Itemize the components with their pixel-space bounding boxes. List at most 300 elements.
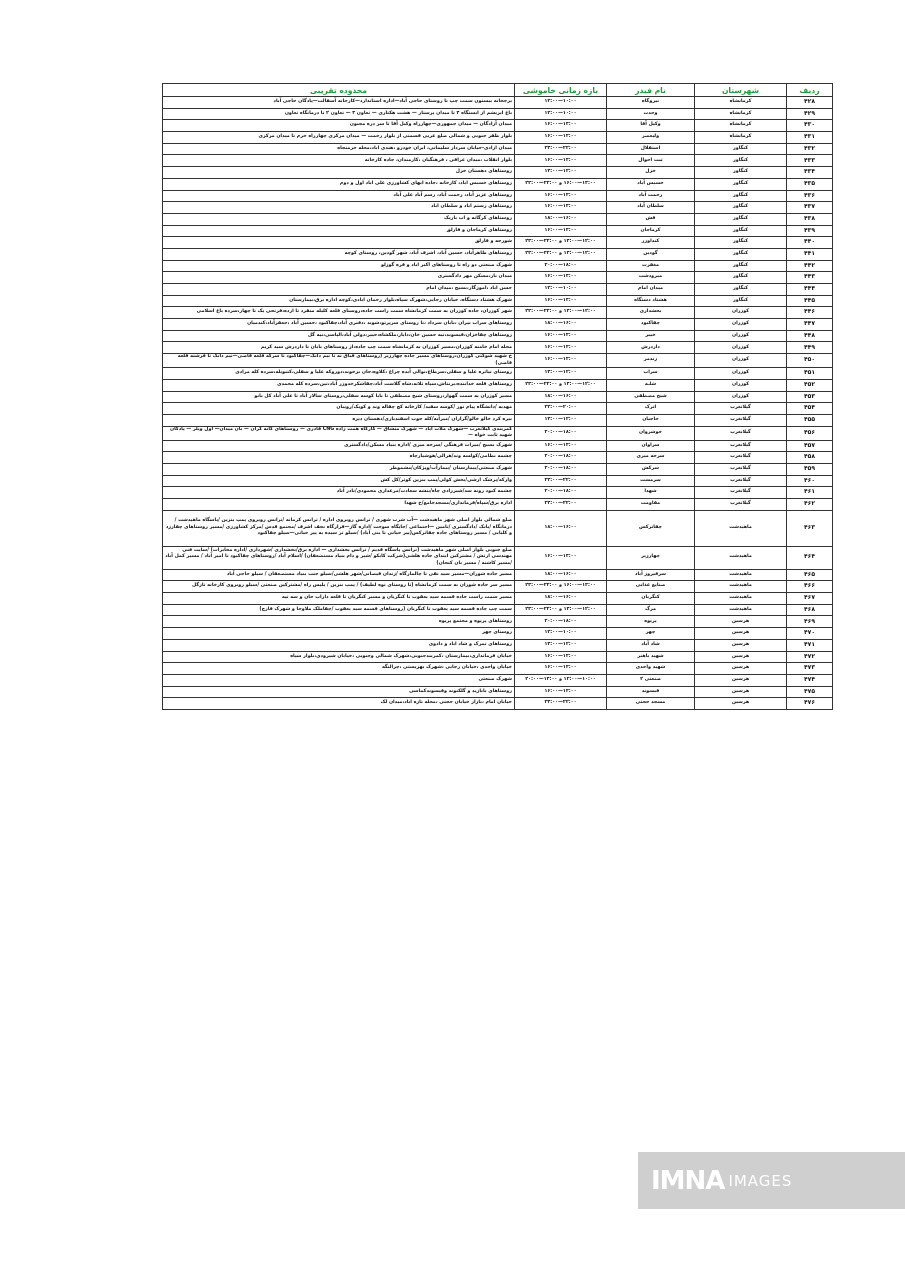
row-number-cell: ۴۵۵ bbox=[787, 414, 833, 426]
county-cell: هرسین bbox=[695, 663, 787, 675]
row-number-cell: ۴۶۳ bbox=[787, 510, 833, 546]
row-number-cell: ۴۶۰ bbox=[787, 475, 833, 487]
row-number-cell: ۴۵۹ bbox=[787, 463, 833, 475]
table-row bbox=[163, 569, 833, 581]
time-range-cell: ۱۶:۰۰—۱۸:۰۰ bbox=[515, 391, 607, 403]
row-number-cell: ۴۳۲ bbox=[787, 143, 833, 155]
county-cell: کنگاور bbox=[695, 295, 787, 307]
county-cell: گیلانغرب bbox=[695, 426, 787, 440]
feeder-cell: چقاکبود bbox=[607, 319, 695, 331]
row-number-cell: ۴۳۸ bbox=[787, 213, 833, 225]
area-cell: روستاهای طاهرآباد، حسین آباد، اشرف آباد، شهر گودین، روستای کوچه bbox=[163, 248, 515, 260]
feeder-cell: کنگربان bbox=[607, 593, 695, 605]
table-row bbox=[163, 307, 833, 319]
county-cell: گیلانغرب bbox=[695, 487, 787, 499]
area-cell: میدان آزادگان — میدان جمهوری—چهارراه وکیل آقا تا سر دره مجنون bbox=[163, 120, 515, 132]
feeder-cell: گودین bbox=[607, 248, 695, 260]
area-cell: برجخانه بیستون سمت چپ تا روستای حاجی آباد—اداره استاندارد—کارخانه آسفالت—پادگان حاجی آباد bbox=[163, 97, 515, 109]
area-cell: مهدیه /دانشگاه پیام نور /کوسه سفید/ کارخانه کچ چقاله وند و کویک/رویبان bbox=[163, 403, 515, 415]
time-range-cell: ۲۲:۰۰—۲۴:۰۰ bbox=[515, 499, 607, 511]
time-range-cell: ۱۴:۰۰—۱۶:۰۰ bbox=[515, 686, 607, 698]
county-cell: کنگاور bbox=[695, 167, 787, 179]
row-number-cell: ۴۴۳ bbox=[787, 272, 833, 284]
row-number-cell: ۴۵۱ bbox=[787, 368, 833, 380]
area-cell: بلوار ظفر جنوبی و شمالی ضلع غربی قسمتی از بلوار رحمت — میدان مرکزی چهارراه خرم تا میدان مرکزی bbox=[163, 132, 515, 144]
time-range-cell: ۱۴:۰۰—۱۶:۰۰ bbox=[515, 651, 607, 663]
county-cell: هرسین bbox=[695, 674, 787, 686]
county-cell: هرسین bbox=[695, 639, 787, 651]
area-cell: ضلع جنوبی بلوار اصلی شهر ماهیدشت (ترانس پاسگاه قدیم / ترانس بخشداری — اداره برق/بخشداری /شهرداری /اداره مخابرات) /سایت فنی مهندسی ارتش / مشترکین ابتدای جاده هلشی(شرکت کابکو /شیر و دام بنیاد مستضعفان) /اسلام آباد /روستاهای چقاکبود تا امیر آباد / مسیر کمل آباد /مسیر کاشنه / مسیر بان کنجان) bbox=[163, 546, 515, 569]
feeder-cell: خزل bbox=[607, 167, 695, 179]
table-row bbox=[163, 663, 833, 675]
time-range-cell: ۱۴:۰۰—۱۶:۰۰ bbox=[515, 295, 607, 307]
area-cell: روستاهای سراب نیران ،بابان سرداد ،تا روستای سرپرتو،شوند ،دفتری آباد،چقاکبود ،حسین آباد ،جعفرآباد،کندمیان bbox=[163, 319, 515, 331]
area-cell: باغ ابریشم از ایستگاه ۴ تا میدان پرستار — هشت هکتاری — تعاون ۳ — تعاون ۲ تا درمانگاه تعاون bbox=[163, 108, 515, 120]
area-cell: میدان ازادی-خیابان سردار سلیمانی، ایران خودرو ،هندی اباد،محله خرمنجاه bbox=[163, 143, 515, 155]
area-cell: شهر کوزران، جاده کوزران به سمت کرمانشاه سمت راست جاده،روستای قلعه کلیله منفرد تا ارده،فرنخی یک تا چهار،سرده باغ اسلامی bbox=[163, 307, 515, 319]
row-number-cell: ۴۴۲ bbox=[787, 260, 833, 272]
feeder-cell: میرودشت bbox=[607, 272, 695, 284]
time-range-cell: ۱۲:۰۰—۱۴:۰۰ bbox=[515, 414, 607, 426]
feeder-cell: سلطان آباد bbox=[607, 202, 695, 214]
area-cell: وارکه/پرشک ارشی/بخش کولی/پمپ بنزین کوثر/کل کش bbox=[163, 475, 515, 487]
county-cell: گیلانغرب bbox=[695, 440, 787, 452]
table-row bbox=[163, 426, 833, 440]
time-range-cell: ۱۰:۰۰—۱۲:۰۰ bbox=[515, 97, 607, 109]
county-cell: گیلانغرب bbox=[695, 499, 787, 511]
feeder-cell: شهدا bbox=[607, 487, 695, 499]
table-row bbox=[163, 178, 833, 190]
table-row bbox=[163, 499, 833, 511]
table-row bbox=[163, 440, 833, 452]
area-cell: روستاهای بابازید و گلکنوند وقیسوندکماسی bbox=[163, 686, 515, 698]
time-range-cell: ۱۸:۰۰—۲۰:۰۰ bbox=[515, 463, 607, 475]
table-row bbox=[163, 225, 833, 237]
area-cell: سمت چپ جاده قسمه سید یعقوب تا کنگربان (روستاهای قسمه سید یعقوب /چقاملک ملاوجا و شهرک قارچ) bbox=[163, 604, 515, 616]
table-row bbox=[163, 616, 833, 628]
row-number-cell: ۴۶۵ bbox=[787, 569, 833, 581]
time-range-cell: ۱۲:۰۰—۱۴:۰۰ bbox=[515, 167, 607, 179]
table-row bbox=[163, 143, 833, 155]
county-cell: کنگاور bbox=[695, 284, 787, 296]
area-cell: شهرک صنعتی bbox=[163, 674, 515, 686]
table-row bbox=[163, 463, 833, 475]
table-row bbox=[163, 272, 833, 284]
row-number-cell: ۴۳۳ bbox=[787, 155, 833, 167]
time-range-cell: ۱۴:۰۰—۱۶:۰۰ bbox=[515, 272, 607, 284]
area-cell: مسیر سر جاده شوران به سمت کرمانشاه (تا روستای نوه لطیف) / پمپ بنزین / پلیس راه /مشترکین صنعتی /سیلو روبروی کارخانه تازگل bbox=[163, 581, 515, 593]
time-range-cell: ۱۴:۰۰—۱۶:۰۰ bbox=[515, 354, 607, 368]
county-cell: کنگاور bbox=[695, 260, 787, 272]
time-range-cell: ۲۲:۰۰—۲۴:۰۰ bbox=[515, 475, 607, 487]
time-range-cell: ۱۴:۰۰—۱۶:۰۰ bbox=[515, 190, 607, 202]
feeder-cell: سرخه میری bbox=[607, 452, 695, 464]
area-cell: اداره برق/سپاه/فرمانداری/مسجدجامع/خ شهدا bbox=[163, 499, 515, 511]
table-row bbox=[163, 213, 833, 225]
feeder-cell: سرمست bbox=[607, 475, 695, 487]
county-cell: ماهیدشت bbox=[695, 604, 787, 616]
county-cell: هرسین bbox=[695, 628, 787, 640]
county-cell: کنگاور bbox=[695, 202, 787, 214]
county-cell: ماهیدشت bbox=[695, 510, 787, 546]
feeder-cell: صنایع غذایی bbox=[607, 581, 695, 593]
county-cell: کنگاور bbox=[695, 155, 787, 167]
table-row bbox=[163, 391, 833, 403]
area-cell: شهرک صنعتی/بیمارستان /بیمارآب/ویژکان/مشموطر bbox=[163, 463, 515, 475]
time-range-cell: ۱۶:۰۰—۱۸:۰۰ bbox=[515, 213, 607, 225]
feeder-cell: مقاومت bbox=[607, 499, 695, 511]
row-number-cell: ۴۷۶ bbox=[787, 698, 833, 710]
area-cell: روستاهای قلعه خدابنده،یرنتاش،سپاه ثلاثه،شاه گلاست آباد،چقاشکرخدوزر آباد،تین،سرده کله محمدی bbox=[163, 379, 515, 391]
table-body bbox=[163, 97, 833, 710]
feeder-cell: چهارزبر bbox=[607, 546, 695, 569]
time-range-cell: ۱۴:۰۰—۱۶:۰۰ و ۲۲:۰۰—۲۴:۰۰ bbox=[515, 581, 607, 593]
county-cell: کوزران bbox=[695, 391, 787, 403]
county-cell: کرمانشاه bbox=[695, 120, 787, 132]
table-row bbox=[163, 487, 833, 499]
county-cell: کرمانشاه bbox=[695, 97, 787, 109]
feeder-cell: وکیل آقا bbox=[607, 120, 695, 132]
row-number-cell: ۴۶۶ bbox=[787, 581, 833, 593]
table-row bbox=[163, 593, 833, 605]
area-cell: مسیر کوزران به سمت گهوار،روستای شیخ مصطفی تا بابا کوسه سفلی،روستای سالار آباد تا علی آباد کل بابو bbox=[163, 391, 515, 403]
feeder-cell: خیبر bbox=[607, 330, 695, 342]
row-number-cell: ۴۴۰ bbox=[787, 237, 833, 249]
time-range-cell: ۱۰:۰۰—۱۲:۰۰ bbox=[515, 108, 607, 120]
feeder-cell: شهید باهنر bbox=[607, 651, 695, 663]
area-cell: روستای چهر bbox=[163, 628, 515, 640]
time-range-cell: ۱۲:۰۰—۱۴:۰۰ و ۲۲:۰۰—۲۴:۰۰ bbox=[515, 604, 607, 616]
time-range-cell: ۱۰:۰۰—۱۲:۰۰ bbox=[515, 284, 607, 296]
row-number-cell: ۴۵۰ bbox=[787, 354, 833, 368]
county-cell: گیلانغرب bbox=[695, 463, 787, 475]
row-number-cell: ۴۴۱ bbox=[787, 248, 833, 260]
feeder-cell: هشتاد دستگاه bbox=[607, 295, 695, 307]
row-number-cell: ۴۶۸ bbox=[787, 604, 833, 616]
table-row bbox=[163, 190, 833, 202]
feeder-cell: سرفیروز آباد bbox=[607, 569, 695, 581]
row-number-cell: ۴۴۵ bbox=[787, 295, 833, 307]
row-number-cell: ۴۷۲ bbox=[787, 651, 833, 663]
area-cell: روستاهای تمرک و شاد اباد و دادوی bbox=[163, 639, 515, 651]
row-number-cell: ۴۷۴ bbox=[787, 674, 833, 686]
table-row bbox=[163, 237, 833, 249]
imna-images-watermark bbox=[638, 1152, 905, 1209]
time-range-cell: ۱۸:۰۰—۲۰:۰۰ bbox=[515, 616, 607, 628]
area-cell: روستاهای رستم اباد و سلطان اباد bbox=[163, 202, 515, 214]
table-row bbox=[163, 354, 833, 368]
row-number-cell: ۴۷۳ bbox=[787, 663, 833, 675]
county-cell: کرمانشاه bbox=[695, 132, 787, 144]
area-cell: میدان بار،مسکن مهر دادگستری bbox=[163, 272, 515, 284]
row-number-cell: ۴۳۹ bbox=[787, 225, 833, 237]
row-number-cell: ۴۴۸ bbox=[787, 330, 833, 342]
table-row bbox=[163, 628, 833, 640]
area-cell: شهرک صنعتی دو راه تا روستاهای اکبر اباد و قره گوزلو bbox=[163, 260, 515, 272]
time-range-cell: ۱۲:۰۰—۱۴:۰۰ bbox=[515, 639, 607, 651]
area-cell: روستاهای عزیز آباد، رحمت آباد، رسم آباد علی آباد bbox=[163, 190, 515, 202]
county-cell: کنگاور bbox=[695, 213, 787, 225]
row-number-cell: ۴۵۶ bbox=[787, 426, 833, 440]
table-row bbox=[163, 368, 833, 380]
feeder-cell: نیروگاه bbox=[607, 97, 695, 109]
county-cell: هرسین bbox=[695, 686, 787, 698]
feeder-cell: ثبت احوال bbox=[607, 155, 695, 167]
row-number-cell: ۴۲۹ bbox=[787, 108, 833, 120]
county-cell: هرسین bbox=[695, 616, 787, 628]
table-row bbox=[163, 284, 833, 296]
time-range-cell: ۱۴:۰۰—۱۶:۰۰ bbox=[515, 225, 607, 237]
feeder-cell: مرگ bbox=[607, 604, 695, 616]
feeder-cell: وحدت bbox=[607, 108, 695, 120]
row-number-cell: ۴۵۴ bbox=[787, 403, 833, 415]
table-row bbox=[163, 604, 833, 616]
feeder-cell: شاد آباد bbox=[607, 639, 695, 651]
time-range-cell: ۱۴:۰۰—۱۶:۰۰ bbox=[515, 202, 607, 214]
header-area: محدوده تقریبی bbox=[163, 84, 515, 97]
area-cell: مسیر جاده شوران—مسیر سید نقی تا چالمارگاه /زندان قیصانی/شهر هلشی/سیلو جنب بنیاد مستضعفان / سیلو حاجی آباد bbox=[163, 569, 515, 581]
header-time-range: بازه زمانی خاموشی bbox=[515, 84, 607, 97]
table-row bbox=[163, 202, 833, 214]
row-number-cell: ۴۶۹ bbox=[787, 616, 833, 628]
time-range-cell: ۱۰:۰۰—۱۲:۰۰ bbox=[515, 628, 607, 640]
time-range-cell: ۱۲:۰۰—۱۴:۰۰ و ۲۲:۰۰—۲۴:۰۰ bbox=[515, 379, 607, 391]
time-range-cell: ۲۲:۰۰—۲۴:۰۰ bbox=[515, 143, 607, 155]
time-range-cell: ۱۸:۰۰—۲۰:۰۰ bbox=[515, 452, 607, 464]
county-cell: ماهیدشت bbox=[695, 593, 787, 605]
county-cell: گیلانغرب bbox=[695, 475, 787, 487]
area-cell: روستاهای خسبس اباد، کارخانه ،جاده ابهای کشاورزی علی اباد اول و دوم bbox=[163, 178, 515, 190]
time-range-cell: ۱۲:۰۰—۱۴:۰۰ و ۲۲:۰۰—۲۴:۰۰ bbox=[515, 307, 607, 319]
time-range-cell: ۲۰:۰۰—۲۲:۰۰ bbox=[515, 403, 607, 415]
time-range-cell: ۱۰:۰۰—۱۲:۰۰ و ۱۴:۰۰—۲۰:۰۰ bbox=[515, 674, 607, 686]
area-cell: روستای تیاتره علیا و سفلی،سرطاغ،نوالی آبده چراغ ،کلاوه،جان بزخوند،دوروکه علیا و سفلی،کتنویله،سرده کله مرادی bbox=[163, 368, 515, 380]
county-cell: کنگاور bbox=[695, 272, 787, 284]
table-row bbox=[163, 651, 833, 663]
time-range-cell: ۱۴:۰۰—۱۶:۰۰ bbox=[515, 663, 607, 675]
table-row bbox=[163, 260, 833, 272]
county-cell: کنگاور bbox=[695, 237, 787, 249]
row-number-cell: ۴۳۶ bbox=[787, 190, 833, 202]
row-number-cell: ۴۷۵ bbox=[787, 686, 833, 698]
table-row bbox=[163, 581, 833, 593]
row-number-cell: ۴۴۴ bbox=[787, 284, 833, 296]
table-row bbox=[163, 475, 833, 487]
table-row bbox=[163, 155, 833, 167]
row-number-cell: ۴۳۰ bbox=[787, 120, 833, 132]
table-row bbox=[163, 510, 833, 546]
county-cell: کوزران bbox=[695, 354, 787, 368]
table-row bbox=[163, 546, 833, 569]
table-row bbox=[163, 330, 833, 342]
time-range-cell: ۱۸:۰۰—۲۰:۰۰ bbox=[515, 426, 607, 440]
area-cell: حسن اباد ،اموزگار،بسیج ،میدان امام bbox=[163, 284, 515, 296]
area-cell: چشمه کبود رونه سد/شیرزادی چاه/بنشه سعادت/مرغداری محمودی/نادر آباد bbox=[163, 487, 515, 499]
feeder-cell: زندمر bbox=[607, 354, 695, 368]
feeder-cell: قش bbox=[607, 213, 695, 225]
row-number-cell: ۴۴۷ bbox=[787, 319, 833, 331]
outage-schedule-sheet bbox=[162, 83, 832, 710]
row-number-cell: ۴۷۱ bbox=[787, 639, 833, 651]
feeder-cell: خسبس آباد bbox=[607, 178, 695, 190]
outage-table bbox=[162, 83, 833, 710]
watermark-brand: IMNA bbox=[651, 1165, 725, 1196]
table-row bbox=[163, 414, 833, 426]
county-cell: ماهیدشت bbox=[695, 581, 787, 593]
row-number-cell: ۴۶۷ bbox=[787, 593, 833, 605]
feeder-cell: صنعتی ۲ bbox=[607, 674, 695, 686]
feeder-cell: مسجد حجتی bbox=[607, 698, 695, 710]
table-row bbox=[163, 674, 833, 686]
time-range-cell: ۱۲:۰۰—۱۴:۰۰ و ۲۲:۰۰—۲۴:۰۰ bbox=[515, 248, 607, 260]
row-number-cell: ۴۴۹ bbox=[787, 342, 833, 354]
row-number-cell: ۴۵۳ bbox=[787, 391, 833, 403]
table-row bbox=[163, 97, 833, 109]
table-row bbox=[163, 403, 833, 415]
time-range-cell: ۱۴:۰۰—۱۶:۰۰ bbox=[515, 330, 607, 342]
area-cell: خیابان فرمانداری،بیمارستان ،کمربندجنوبی،شهرک شمالی وجنوبی ،خیابان شیرودی،بلوار سپاه bbox=[163, 651, 515, 663]
feeder-cell: چقاترکس bbox=[607, 510, 695, 546]
table-row bbox=[163, 108, 833, 120]
feeder-cell: کنداوزر bbox=[607, 237, 695, 249]
area-cell: روستاهای چقاخزان،قیسوند،نیه حسین خان،دایار،ملکشاه،خیبر،دولی آباد،الیاسی،نیه گل bbox=[163, 330, 515, 342]
area-cell: محله امام خامنه کوزران،مسیر کوزران به کرمانشاه سمت چپ جاده،از روستاهای بابان تا داردرش سید کریم bbox=[163, 342, 515, 354]
county-cell: هرسین bbox=[695, 698, 787, 710]
area-cell: بلوار انقلاب ،میدان عراقی ، فرهنگیان ،کارمندان، جاده کارخانه bbox=[163, 155, 515, 167]
area-cell: شورجه و قارلق bbox=[163, 237, 515, 249]
watermark-suffix: IMAGES bbox=[728, 1171, 793, 1190]
feeder-cell: داردرش bbox=[607, 342, 695, 354]
area-cell: شهرک بسیج /میراث فرهنگی /سرخه میری /اداره بنیاد مسکن/دادگستری bbox=[163, 440, 515, 452]
time-range-cell: ۱۴:۰۰—۱۶:۰۰ و ۲۲:۰۰—۲۴:۰۰ bbox=[515, 178, 607, 190]
area-cell: بیره کرد خالو خالو/گراران /میرآبه/کله جوب اسفندیاری/دهستان دیره bbox=[163, 414, 515, 426]
area-cell: روستاهای دهستان خزل bbox=[163, 167, 515, 179]
table-row bbox=[163, 686, 833, 698]
row-number-cell: ۴۴۶ bbox=[787, 307, 833, 319]
table-row bbox=[163, 639, 833, 651]
table-row bbox=[163, 295, 833, 307]
row-number-cell: ۴۳۷ bbox=[787, 202, 833, 214]
county-cell: کنگاور bbox=[695, 248, 787, 260]
area-cell: چشمه نظامی/کولسه وند/هرالی/هوشیارچاه bbox=[163, 452, 515, 464]
county-cell: کنگاور bbox=[695, 190, 787, 202]
feeder-cell: خوشروان bbox=[607, 426, 695, 440]
feeder-cell: استقلال bbox=[607, 143, 695, 155]
county-cell: ماهیدشت bbox=[695, 546, 787, 569]
table-row bbox=[163, 167, 833, 179]
feeder-cell: اترک bbox=[607, 403, 695, 415]
county-cell: کوزران bbox=[695, 368, 787, 380]
table-row bbox=[163, 452, 833, 464]
time-range-cell: ۱۶:۰۰—۱۸:۰۰ bbox=[515, 569, 607, 581]
feeder-cell: سراوان bbox=[607, 440, 695, 452]
table-row bbox=[163, 698, 833, 710]
area-cell: روستاهای پریوه و مجتمع پریوه bbox=[163, 616, 515, 628]
header-feeder: نام فیدر bbox=[607, 84, 695, 97]
time-range-cell: ۱۶:۰۰—۱۸:۰۰ bbox=[515, 593, 607, 605]
county-cell: کوزران bbox=[695, 307, 787, 319]
feeder-cell: بخشداری bbox=[607, 307, 695, 319]
time-range-cell: ۱۲:۰۰—۱۴:۰۰ و ۲۲:۰۰—۲۴:۰۰ bbox=[515, 237, 607, 249]
table-row bbox=[163, 132, 833, 144]
county-cell: هرسین bbox=[695, 651, 787, 663]
time-range-cell: ۱۴:۰۰—۱۶:۰۰ bbox=[515, 132, 607, 144]
area-cell: ضلع شمالی بلوار اصلی شهر ماهیدشت —آب شرب شهری / ترانس روبروی اداره / ترانس کرمانه /ترانس روبروی پمپ بنزین /پاسگاه ماهیدشت / درمانگاه /بانک /دادگستری /تامین —اجتماعی /جایگاه سوخت /اداره گاز—قرارگاه نجف اشرف /مجتمع قدس /مرکز کشاورزی /مسیر روستاهای چقارزد و کلیایی / مسیر روستاهای جاده چقاترکس(پیر حیاتی تا بنی آباد) /سیلو تر سیده به پیر حیاتی—سیلو چقاکبود bbox=[163, 510, 515, 546]
area-cell: خ شهید شوکتی کوزران،روستاهای مسیر جاده چهارزبر (روستاهای قباق نه تا نیم دانگ—چقاکبود تا سرکه قلعه قاضی—نیم دانگ تا فرشته قلعه قاضی) bbox=[163, 354, 515, 368]
time-range-cell: ۱۴:۰۰—۱۶:۰۰ bbox=[515, 546, 607, 569]
feeder-cell: میدان امام bbox=[607, 284, 695, 296]
table-row bbox=[163, 120, 833, 132]
row-number-cell: ۴۳۴ bbox=[787, 167, 833, 179]
time-range-cell: ۱۴:۰۰—۱۶:۰۰ bbox=[515, 440, 607, 452]
header-row-number: ردیف bbox=[787, 84, 833, 97]
feeder-cell: قیسوند bbox=[607, 686, 695, 698]
county-cell: کوزران bbox=[695, 319, 787, 331]
county-cell: کنگاور bbox=[695, 225, 787, 237]
county-cell: گیلانغرب bbox=[695, 452, 787, 464]
feeder-cell: مغفرت bbox=[607, 260, 695, 272]
feeder-cell: شهید واحدی bbox=[607, 663, 695, 675]
row-number-cell: ۴۶۴ bbox=[787, 546, 833, 569]
row-number-cell: ۴۳۵ bbox=[787, 178, 833, 190]
area-cell: کمربندی گیلانغرب —شهرک ملات آباد — شهرک متشاق — کارگاه همت زاده CNG قادری — روستاهای کانه کران — بان میدان— اول ویلر — پادگان شهید ثابت خواه — bbox=[163, 426, 515, 440]
row-number-cell: ۴۵۷ bbox=[787, 440, 833, 452]
feeder-cell: رحمت آباد bbox=[607, 190, 695, 202]
feeder-cell: سرکش bbox=[607, 463, 695, 475]
feeder-cell: شیخ مصطفی bbox=[607, 391, 695, 403]
feeder-cell: پریوه bbox=[607, 616, 695, 628]
time-range-cell: ۱۴:۰۰—۱۶:۰۰ bbox=[515, 155, 607, 167]
feeder-cell: ولیعصر bbox=[607, 132, 695, 144]
table-row bbox=[163, 319, 833, 331]
row-number-cell: ۴۲۸ bbox=[787, 97, 833, 109]
time-range-cell: ۱۸:۰۰—۲۰:۰۰ bbox=[515, 260, 607, 272]
county-cell: گیلانغرب bbox=[695, 414, 787, 426]
area-cell: خیابان امام ،بازار خیابان حجتی ،محله تازه اباد،میدان لک bbox=[163, 698, 515, 710]
feeder-cell: چهر bbox=[607, 628, 695, 640]
time-range-cell: ۱۸:۰۰—۲۰:۰۰ bbox=[515, 487, 607, 499]
area-cell: خیابان واحدی ،خیابان رجایی ،شهرک بهزیستی ،چرالنگه bbox=[163, 663, 515, 675]
header-county: شهرستان bbox=[695, 84, 787, 97]
row-number-cell: ۴۳۱ bbox=[787, 132, 833, 144]
county-cell: کوزران bbox=[695, 379, 787, 391]
table-row bbox=[163, 342, 833, 354]
feeder-cell: شلـه bbox=[607, 379, 695, 391]
table-row bbox=[163, 379, 833, 391]
county-cell: کنگاور bbox=[695, 143, 787, 155]
time-range-cell: ۱۴:۰۰—۱۶:۰۰ bbox=[515, 120, 607, 132]
time-range-cell: ۱۲:۰۰—۱۴:۰۰ bbox=[515, 368, 607, 380]
row-number-cell: ۴۶۱ bbox=[787, 487, 833, 499]
county-cell: کوزران bbox=[695, 342, 787, 354]
row-number-cell: ۴۷۰ bbox=[787, 628, 833, 640]
area-cell: روستاهای کرماجان و قارلق bbox=[163, 225, 515, 237]
feeder-cell: کرماجان bbox=[607, 225, 695, 237]
table-row bbox=[163, 248, 833, 260]
table-header-row bbox=[163, 84, 833, 97]
feeder-cell: سراب bbox=[607, 368, 695, 380]
county-cell: کرمانشاه bbox=[695, 108, 787, 120]
area-cell: روستاهای کرگانه و اب باریک bbox=[163, 213, 515, 225]
county-cell: کنگاور bbox=[695, 178, 787, 190]
county-cell: ماهیدشت bbox=[695, 569, 787, 581]
county-cell: کوزران bbox=[695, 330, 787, 342]
row-number-cell: ۴۵۲ bbox=[787, 379, 833, 391]
time-range-cell: ۱۶:۰۰—۱۸:۰۰ bbox=[515, 510, 607, 546]
time-range-cell: ۱۶:۰۰—۱۸:۰۰ bbox=[515, 319, 607, 331]
area-cell: شهرک هشتاد دستگاه، خیابان رجایی،شهرک سپاه،بلوار رحمان ابادی،کوچه اداره برق،بیمارستان bbox=[163, 295, 515, 307]
row-number-cell: ۴۵۸ bbox=[787, 452, 833, 464]
